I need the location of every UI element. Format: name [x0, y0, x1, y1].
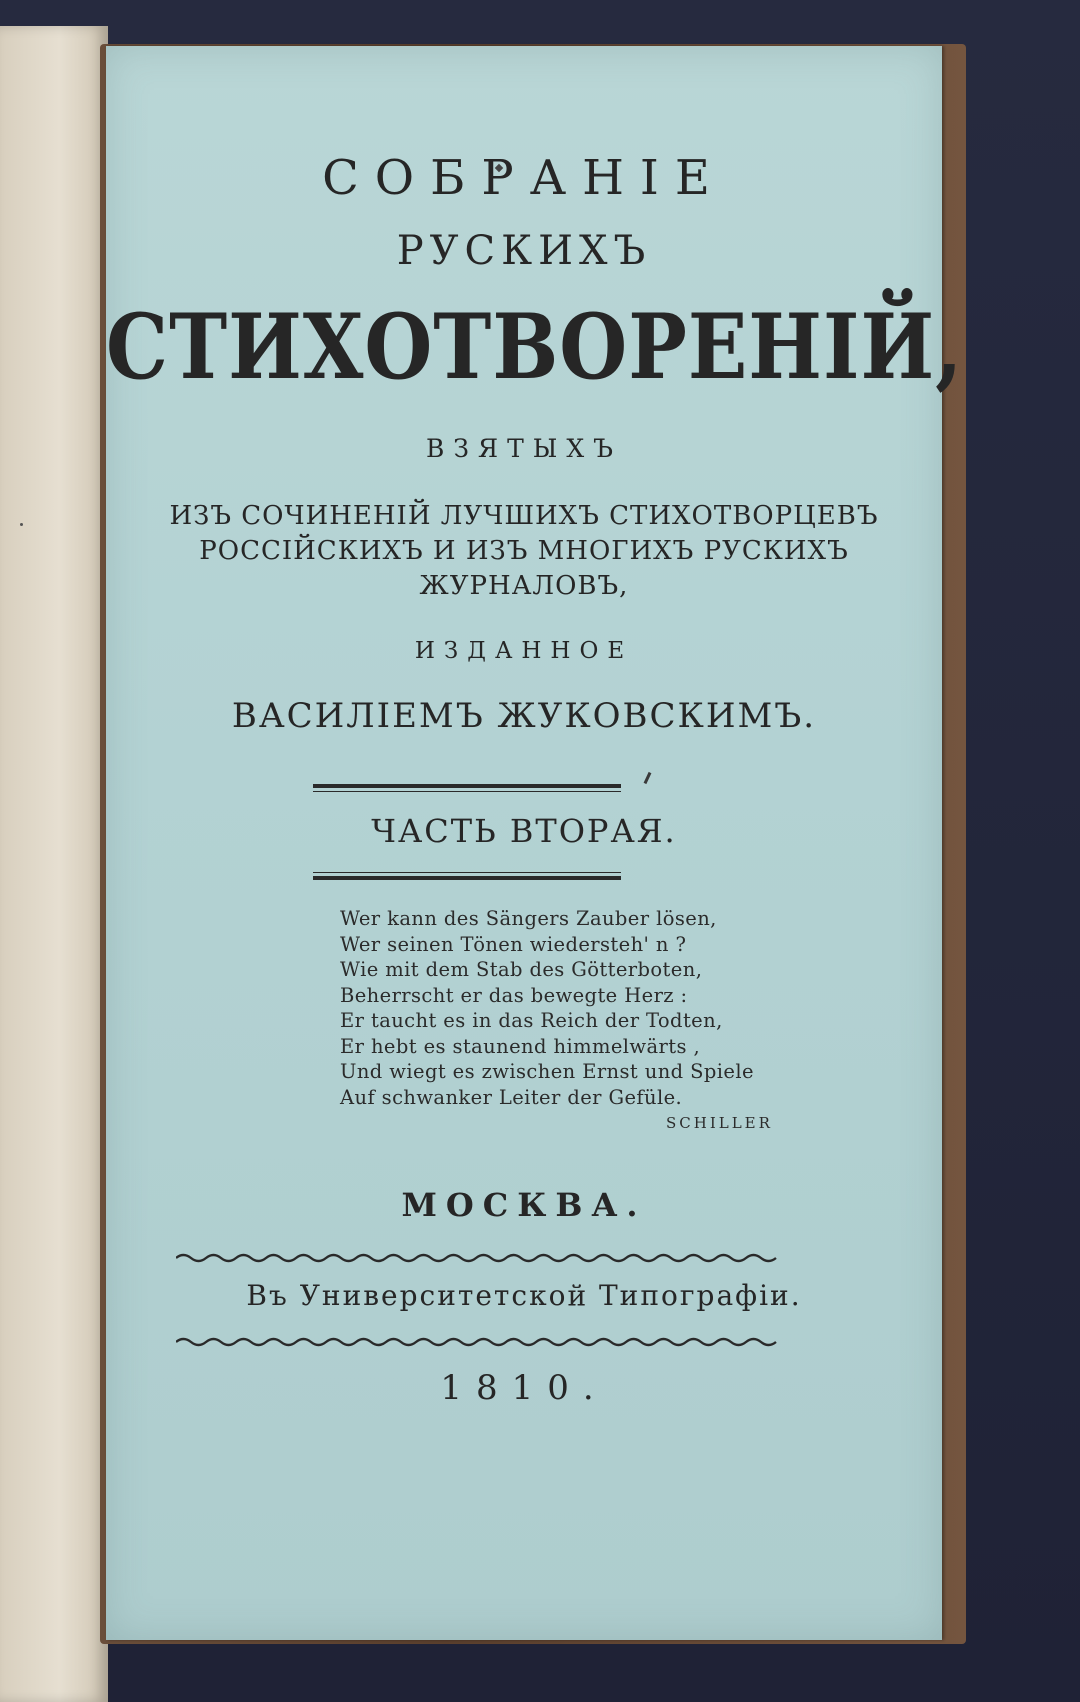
epigraph — [340, 906, 820, 1110]
wavy-rule-top — [176, 1251, 780, 1265]
epigraph-line: Er hebt es staunend himmelwärts , — [340, 1034, 701, 1058]
title-line-sobranie: СОБРАНІЕ — [322, 150, 726, 206]
double-rule-top — [313, 784, 621, 792]
imprint-printer: Въ Университетской Типографіи. — [246, 1279, 802, 1312]
part-label: ЧАСТЬ ВТОРАЯ. — [371, 812, 677, 850]
title-line-stikhotvoreniy: СТИХОТВОРЕНІЙ, — [106, 295, 964, 400]
title-line-izdannoe: ИЗДАННОЕ — [414, 638, 634, 664]
epigraph-line: Und wiegt es zwischen Ernst und Spiele — [340, 1060, 754, 1083]
title-leaf — [106, 46, 964, 1640]
epigraph-line: Beherrscht er das bewegte Herz : — [340, 983, 688, 1007]
imprint-year: 1810. — [440, 1368, 608, 1408]
epigraph-line: Wer kann des Sängers Zauber lösen, — [340, 907, 717, 930]
epigraph-author: SCHILLER — [666, 1114, 773, 1132]
title-line-source-1: ИЗЪ СОЧИНЕНІЙ ЛУЧШИХЪ СТИХОТВОРЦЕВЪ — [169, 501, 879, 531]
epigraph-line: Auf schwanker Leiter der Gefüle. — [340, 1085, 683, 1109]
imprint-city: МОСКВА. — [401, 1186, 647, 1224]
wavy-rule-bottom — [176, 1335, 780, 1349]
ink-mark — [644, 772, 652, 784]
editor-name: ВАСИЛІЕМЪ ЖУКОВСКИМЪ. — [231, 696, 817, 736]
title-line-vzyatykh: ВЗЯТЫХЪ — [425, 434, 623, 463]
epigraph-line: Er taucht es in das Reich der Todten, — [340, 1009, 723, 1032]
facing-page — [0, 26, 108, 1702]
title-line-source-2: РОССІЙСКИХЪ И ИЗЪ МНОГИХЪ РУСКИХЪ — [199, 536, 849, 566]
title-line-source-3: ЖУРНАЛОВЪ, — [419, 571, 629, 601]
ink-speck — [20, 523, 23, 526]
title-line-ruskih: РУСКИХЪ — [396, 228, 652, 274]
epigraph-line: Wie mit dem Stab des Götterboten, — [340, 958, 703, 981]
double-rule-bottom — [313, 872, 621, 880]
epigraph-line: Wer seinen Tönen wiedersteh' n ? — [340, 932, 687, 956]
